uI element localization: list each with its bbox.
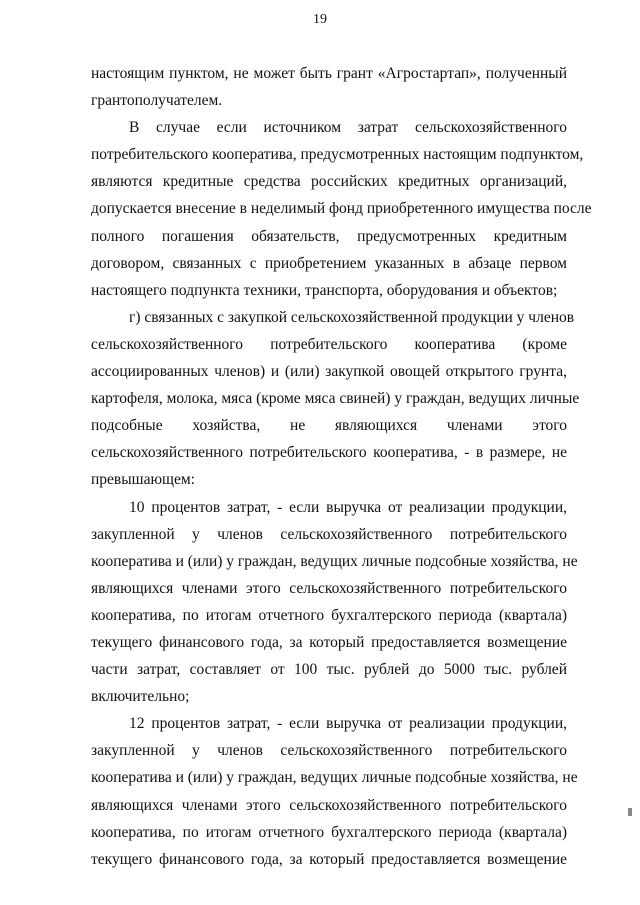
text-line: являющихся членами этого сельскохозяйственного потребительского <box>91 796 567 814</box>
page-number: 19 <box>313 12 327 27</box>
text-line: кооператива, по итогам отчетного бухгалтерского периода (квартала) <box>91 823 567 841</box>
text-line: договором, связанных с приобретением указанных в абзаце первом <box>91 254 567 272</box>
text-line: сельскохозяйственного потребительского кооператива (кроме <box>91 335 567 353</box>
text-line: подсобные хозяйства, не являющихся членами этого <box>91 417 567 435</box>
text-line: настоящего подпункта техники, транспорта, оборудования и объектов; <box>91 281 558 299</box>
document-body <box>91 60 592 873</box>
text-line: являются кредитные средства российских кредитных организаций, <box>91 173 567 191</box>
text-line: г) связанных с закупкой сельскохозяйственной продукции у членов <box>129 308 575 326</box>
paragraph-continuation <box>91 60 567 114</box>
text-line: В случае если источником затрат сельскохозяйственного <box>129 119 567 137</box>
text-line: кооператива и (или) у граждан, ведущих личные подсобные хозяйства, не <box>91 769 578 787</box>
text-line: 12 процентов затрат, - если выручка от реализации продукции, <box>129 715 567 733</box>
paragraph-subitem-g <box>91 304 580 494</box>
text-line: сельскохозяйственного потребительского кооператива, - в размере, не <box>91 444 567 462</box>
text-line: закупленной у членов сельскохозяйственного потребительского <box>91 742 567 760</box>
text-line: кооператива, по итогам отчетного бухгалтерского периода (квартала) <box>91 606 567 624</box>
text-line: потребительского кооператива, предусмотренных настоящим подпунктом, <box>91 146 584 164</box>
text-line: текущего финансового года, за который предоставляется возмещение <box>91 850 567 868</box>
text-line: полного погашения обязательств, предусмотренных кредитным <box>91 227 567 245</box>
text-line: превышающем: <box>91 471 195 489</box>
text-line: 10 процентов затрат, - если выручка от реализации продукции, <box>129 498 567 516</box>
text-line: включительно; <box>91 688 190 706</box>
text-line: части затрат, составляет от 100 тыс. рублей до 5000 тыс. рублей <box>91 661 567 679</box>
paragraph-credit-funds <box>91 114 592 304</box>
text-line: текущего финансового года, за который предоставляется возмещение <box>91 633 567 651</box>
text-line: допускается внесение в неделимый фонд приобретенного имущества после <box>91 200 592 218</box>
text-line: кооператива и (или) у граждан, ведущих личные подсобные хозяйства, не <box>91 552 578 570</box>
text-line: грантополучателем. <box>91 92 223 110</box>
scan-margin-mark <box>628 808 632 816</box>
paragraph-twelve-percent <box>91 710 578 873</box>
text-line: картофеля, молока, мяса (кроме мяса свиней) у граждан, ведущих личные <box>91 390 580 408</box>
paragraph-ten-percent <box>91 494 578 711</box>
text-line: настоящим пунктом, не может быть грант «Агростартап», полученный <box>91 65 567 82</box>
text-line: ассоциированных членов) и (или) закупкой овощей открытого грунта, <box>91 363 567 381</box>
text-line: закупленной у членов сельскохозяйственного потребительского <box>91 525 567 543</box>
text-line: являющихся членами этого сельскохозяйственного потребительского <box>91 579 567 597</box>
